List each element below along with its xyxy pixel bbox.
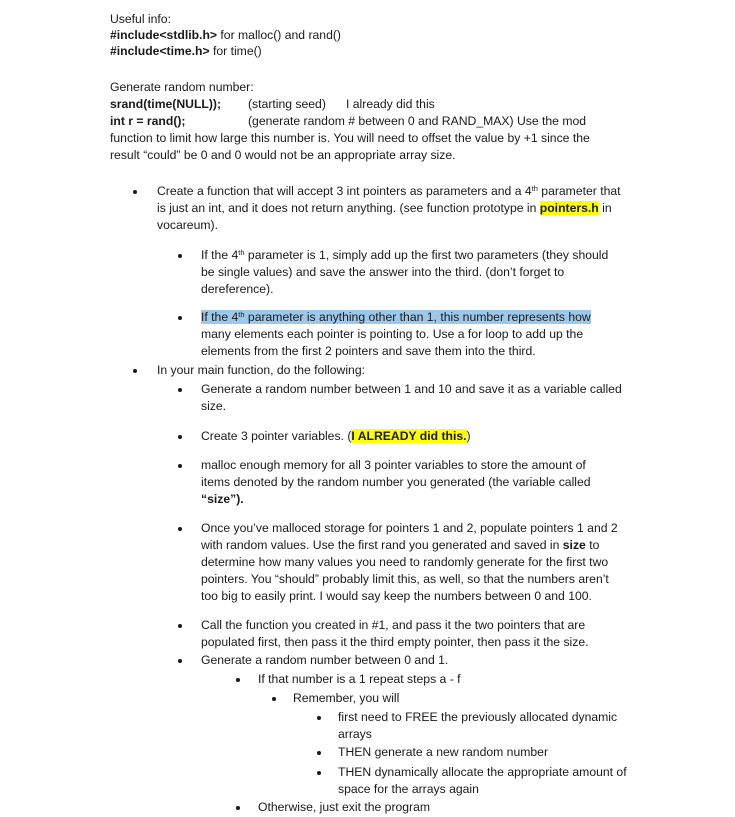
bullet-1-line xyxy=(157,183,621,199)
include-stdlib-line xyxy=(110,27,341,43)
bullet-1a-line xyxy=(201,247,608,263)
bullet-2d-line: too big to easily print. I would say keep the numbers between 0 and 100. xyxy=(201,589,592,603)
include-time-line xyxy=(110,43,262,59)
rand-code: int r = rand(); xyxy=(110,114,186,128)
text: Create 3 pointer variables. ( xyxy=(201,429,352,443)
bullet-2d-line: Once you’ve malloced storage for pointers 1 and 2, populate pointers 1 and 2 xyxy=(201,521,618,535)
text: parameter is 1, simply add up the first two parameters (they should xyxy=(244,248,609,262)
bullet-1-line xyxy=(157,200,612,216)
already-did-highlight: I ALREADY did this. xyxy=(351,429,467,443)
bullet-icon xyxy=(178,254,182,258)
size-bold: size xyxy=(562,538,586,552)
superscript: th xyxy=(238,248,245,257)
gen-text-line: result “could” be 0 and 0 would not be an appropriate array size. xyxy=(110,148,456,162)
include-time-note: for time() xyxy=(209,44,262,58)
bullet-icon xyxy=(317,771,321,775)
bullet-icon xyxy=(236,806,240,810)
bullet-2f1a2-line: THEN generate a new random number xyxy=(338,745,549,759)
rand-note: (generate random # between 0 and RAND_MAX) Use the mod xyxy=(248,114,587,128)
text: to xyxy=(585,538,600,552)
srand-code: srand(time(NULL)); xyxy=(110,97,222,111)
bullet-icon xyxy=(178,388,182,392)
bullet-1b-line: elements from the first 2 pointers and save them into the third. xyxy=(201,344,536,358)
text: is just an int, and it does not return anything. (see function prototype in xyxy=(157,201,540,215)
bullet-2f-line: Generate a random number between 0 and 1. xyxy=(201,653,449,667)
bullet-2a-line: Generate a random number between 1 and 10 and save it as a variable called xyxy=(201,382,622,396)
text: in xyxy=(598,201,612,215)
bullet-2e-line: populated first, then pass it the third empty pointer, then pass it the size. xyxy=(201,635,589,649)
bullet-2f1a3-line: THEN dynamically allocate the appropriate amount of xyxy=(338,765,627,779)
text: parameter that xyxy=(537,184,621,198)
bullet-2f1a1-line: arrays xyxy=(338,727,372,741)
pointers-h-highlight: pointers.h xyxy=(539,201,599,215)
bullet-icon xyxy=(178,527,182,531)
bullet-2a-line: size. xyxy=(201,399,227,413)
text: parameter is anything other than 1, this number represents how xyxy=(244,310,591,324)
bullet-2f1a3-line: space for the arrays again xyxy=(338,782,479,796)
bullet-icon xyxy=(133,369,137,373)
bullet-1-line: vocareum). xyxy=(157,218,218,232)
text: Create a function that will accept 3 int pointers as parameters and a 4 xyxy=(157,184,532,198)
srand-note: (starting seed) xyxy=(248,97,326,111)
bullet-icon xyxy=(178,316,182,320)
bullet-2d-line xyxy=(201,537,599,553)
superscript: th xyxy=(531,184,538,193)
text: with random values. Use the first rand you generated and saved in xyxy=(201,538,563,552)
bullet-2b-line xyxy=(201,428,471,444)
bullet-icon xyxy=(317,751,321,755)
include-stdlib: #include<stdlib.h> xyxy=(110,28,218,42)
srand-remark: I already did this xyxy=(346,97,435,111)
bullet-2f1-line: If that number is a 1 repeat steps a - f xyxy=(258,672,461,686)
bullet-1b-line: many elements each pointer is pointing to. Use a for loop to add up the xyxy=(201,327,584,341)
bullet-2e-line: Call the function you created in #1, and pass it the two pointers that are xyxy=(201,618,586,632)
bullet-2f1a1-line: first need to FREE the previously allocated dynamic xyxy=(338,710,618,724)
text: ) xyxy=(466,429,471,443)
text: If the 4 xyxy=(201,248,239,262)
bullet-1b-highlighted-line xyxy=(199,309,593,325)
bullet-icon xyxy=(178,435,182,439)
bullet-icon xyxy=(236,678,240,682)
bullet-2d-line: pointers. You “should” probably limit this, as well, so that the numbers aren’t xyxy=(201,572,609,586)
bullet-2c-line: malloc enough memory for all 3 pointer variables to store the amount of xyxy=(201,458,586,472)
include-time: #include<time.h> xyxy=(110,44,210,58)
text: If the 4 xyxy=(201,310,239,324)
bullet-icon xyxy=(178,659,182,663)
bullet-2g-line: Otherwise, just exit the program xyxy=(258,800,431,814)
gen-text-line: function to limit how large this number is. You will need to offset the value by +1 since the xyxy=(110,131,590,145)
bullet-icon xyxy=(178,464,182,468)
bullet-2c-line: items denoted by the random number you generated (the variable called xyxy=(201,475,591,489)
include-stdlib-note: for malloc() and rand() xyxy=(217,28,341,42)
bullet-1a-line: be single values) and save the answer into the third. (don’t forget to xyxy=(201,265,565,279)
bullet-2f1a-line: Remember, you will xyxy=(293,691,400,705)
bullet-1a-line: dereference). xyxy=(201,282,274,296)
bullet-icon xyxy=(133,190,137,194)
bullet-icon xyxy=(178,624,182,628)
bullet-2d-line: determine how many values you need to randomly generate for the first two xyxy=(201,555,609,569)
selection-highlight xyxy=(201,310,591,324)
useful-info-heading: Useful info: xyxy=(110,12,171,26)
bullet-2c-line: “size”). xyxy=(201,492,244,506)
superscript: th xyxy=(238,310,245,319)
bullet-icon xyxy=(317,716,321,720)
bullet-icon xyxy=(272,697,276,701)
bullet-2-line: In your main function, do the following: xyxy=(157,363,365,377)
generate-heading: Generate random number: xyxy=(110,80,254,94)
